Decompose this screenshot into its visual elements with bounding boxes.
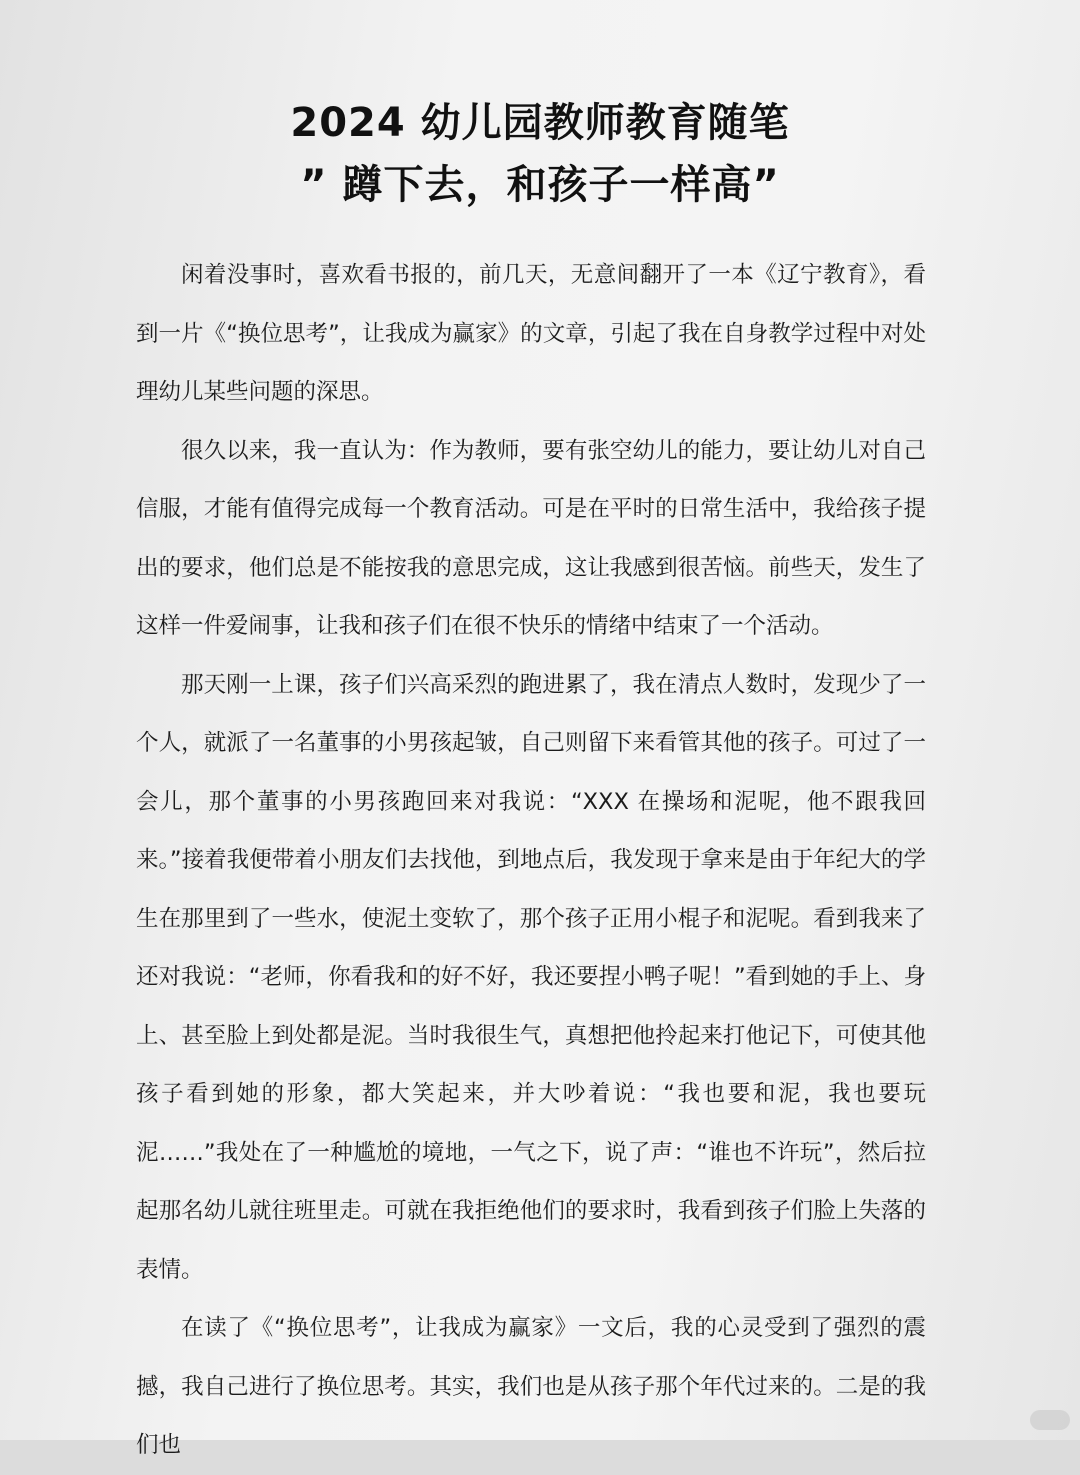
paragraph: 闲着没事时，喜欢看书报的，前几天，无意间翻开了一本《辽宁教育》，看到一片《“换位思考”，让我成为赢家》的文章，引起了我在自身教学过程中对处理幼儿某些问题的深思。 (136, 262, 926, 405)
paragraph: 很久以来，我一直认为：作为教师，要有张空幼儿的能力，要让幼儿对自己信服，才能有值得完成每一个教育活动。可是在平时的日常生活中，我给孩子提出的要求，他们总是不能按我的意思完成，这让我感到很苦恼。前些天，发生了这样一件爱闹事，让我和孩子们在很不快乐的情绪中结束了一个活动。 (136, 437, 926, 639)
paragraph: 在读了《“换位思考”，让我成为赢家》一文后，我的心灵受到了强烈的震撼，我自己进行了换位思考。其实，我们也是从孩子那个年代过来的。二是的我们也 (136, 1315, 926, 1458)
document-title: 2024 幼儿园教师教育随笔 (290, 100, 790, 146)
paragraph: 那天刚一上课，孩子们兴高采烈的跑进累了，我在清点人数时，发现少了一个人，就派了一名董事的小男孩起皱，自己则留下来看管其他的孩子。可过了一会儿，那个董事的小男孩跑回来对我说：“XXX 在操场和泥呢，他不跟我回来。”接着我便带着小朋友们去找他，到地点后，我发现于拿来是由于年纪大的学生在那里到了一些水，使泥土变软了，那个孩子正用小棍子和泥呢。看到我来了还对我说：“老师，你看我和的好不好，我还要捏小鸭子呢！”看到她的手上、身上、甚至脸上到处都是泥。当时我很生气，真想把他拎起来打他记下，可使其他孩子看到她的形象，都大笑起来，并大吵着说：“我也要和泥，我也要玩泥……”我处在了一种尴尬的境地，一气之下，说了声：“谁也不许玩”，然后拉起那名幼儿就往班里走。可就在我拒绝他们的要求时，我看到孩子们脸上失落的表情。 (136, 671, 926, 1283)
title-block (0, 92, 1080, 216)
document-body (136, 246, 926, 1475)
document-subtitle: ” 蹲下去，和孩子一样高” (300, 162, 780, 208)
watermark-badge (1030, 1410, 1070, 1430)
